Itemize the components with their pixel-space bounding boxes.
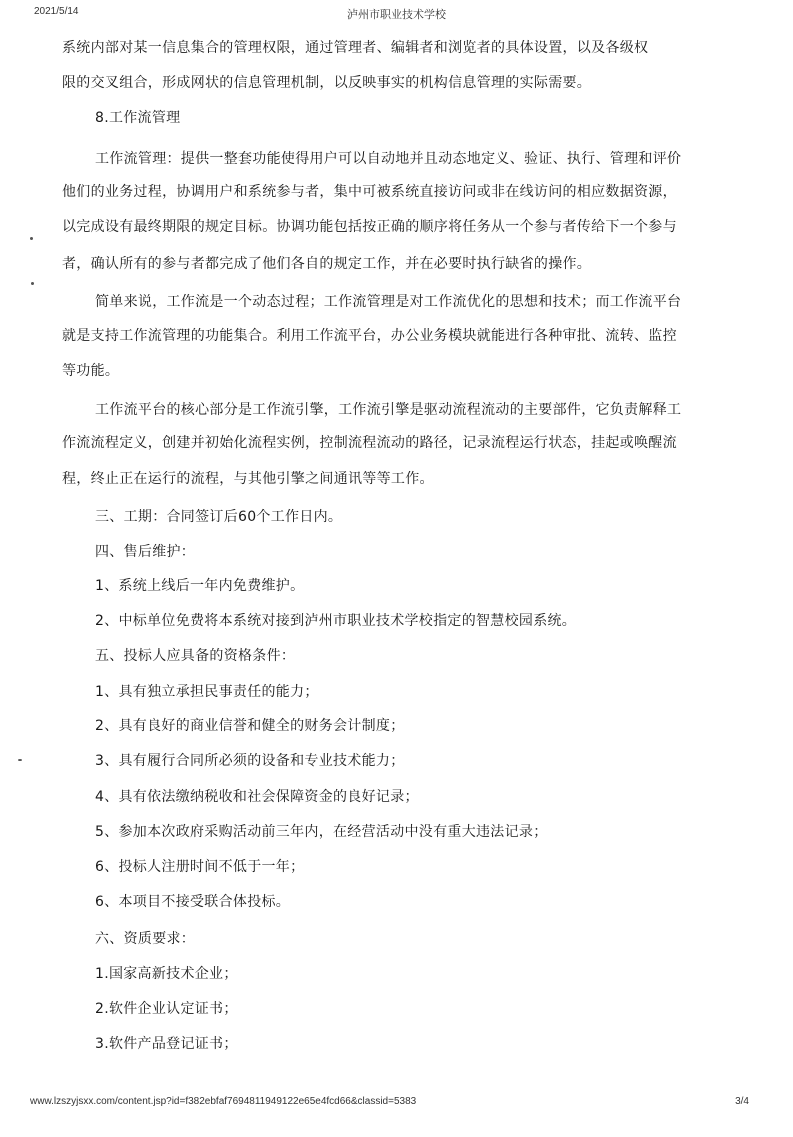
list-item: 2.软件企业认定证书；	[95, 1001, 238, 1017]
list-item: 5、参加本次政府采购活动前三年内，在经营活动中没有重大违法记录；	[95, 824, 548, 840]
body-line: 限的交叉组合，形成网状的信息管理机制，以反映事实的机构信息管理的实际需要。	[62, 75, 592, 91]
list-item: 1、具有独立承担民事责任的能力；	[95, 684, 319, 700]
body-line: 以完成设有最终期限的规定目标。协调功能包括按正确的顺序将任务从一个参与者传给下一个参与	[62, 219, 677, 235]
body-line: 程，终止正在运行的流程，与其他引擎之间通讯等等工作。	[62, 471, 434, 487]
list-item: 1、系统上线后一年内免费维护。	[95, 578, 305, 594]
body-line: 工作流管理：提供一整套功能使得用户可以自动地并且动态地定义、验证、执行、管理和评价	[95, 151, 682, 167]
list-item: 2、具有良好的商业信誉和健全的财务会计制度；	[95, 718, 405, 734]
scan-speck	[31, 282, 34, 285]
list-item: 3、具有履行合同所必须的设备和专业技术能力；	[95, 753, 405, 769]
footer-url: www.lzszyjsxx.com/content.jsp?id=f382ebfaf7694811949122e65e4fcd66&classid=5383	[30, 1096, 417, 1107]
section-heading: 五、投标人应具备的资格条件：	[95, 648, 296, 664]
section-heading: 8.工作流管理	[95, 110, 181, 126]
list-item: 1.国家高新技术企业；	[95, 966, 238, 982]
list-item: 4、具有依法缴纳税收和社会保障资金的良好记录；	[95, 789, 419, 805]
list-item: 6、投标人注册时间不低于一年；	[95, 859, 305, 875]
body-line: 作流流程定义，创建并初始化流程实例，控制流程流动的路径，记录流程运行状态，挂起或唤醒流	[62, 435, 677, 451]
page-header-title: 泸州市职业技术学校	[347, 8, 446, 21]
body-line: 工作流平台的核心部分是工作流引擎，工作流引擎是驱动流程流动的主要部件，它负责解释工	[95, 402, 682, 418]
body-line: 等功能。	[62, 363, 120, 379]
list-item: 6、本项目不接受联合体投标。	[95, 894, 291, 910]
section-heading: 四、售后维护：	[95, 544, 196, 560]
print-date: 2021/5/14	[34, 6, 79, 17]
body-line: 系统内部对某一信息集合的管理权限，通过管理者、编辑者和浏览者的具体设置，以及各级权	[62, 40, 649, 56]
scan-speck	[30, 237, 33, 240]
body-line: 简单来说，工作流是一个动态过程；工作流管理是对工作流优化的思想和技术；而工作流平台	[95, 294, 682, 310]
list-item: 3.软件产品登记证书；	[95, 1036, 238, 1052]
body-line: 他们的业务过程，协调用户和系统参与者，集中可被系统直接访问或非在线访问的相应数据资源，	[62, 184, 677, 200]
page-number: 3/4	[735, 1096, 749, 1107]
scan-speck	[18, 759, 22, 761]
section-heading: 六、资质要求：	[95, 931, 196, 947]
list-item: 2、中标单位免费将本系统对接到泸州市职业技术学校指定的智慧校园系统。	[95, 613, 577, 629]
section-heading: 三、工期：合同签订后60个工作日内。	[95, 509, 343, 525]
body-line: 就是支持工作流管理的功能集合。利用工作流平台，办公业务模块就能进行各种审批、流转、监控	[62, 328, 677, 344]
body-line: 者，确认所有的参与者都完成了他们各自的规定工作，并在必要时执行缺省的操作。	[62, 256, 592, 272]
